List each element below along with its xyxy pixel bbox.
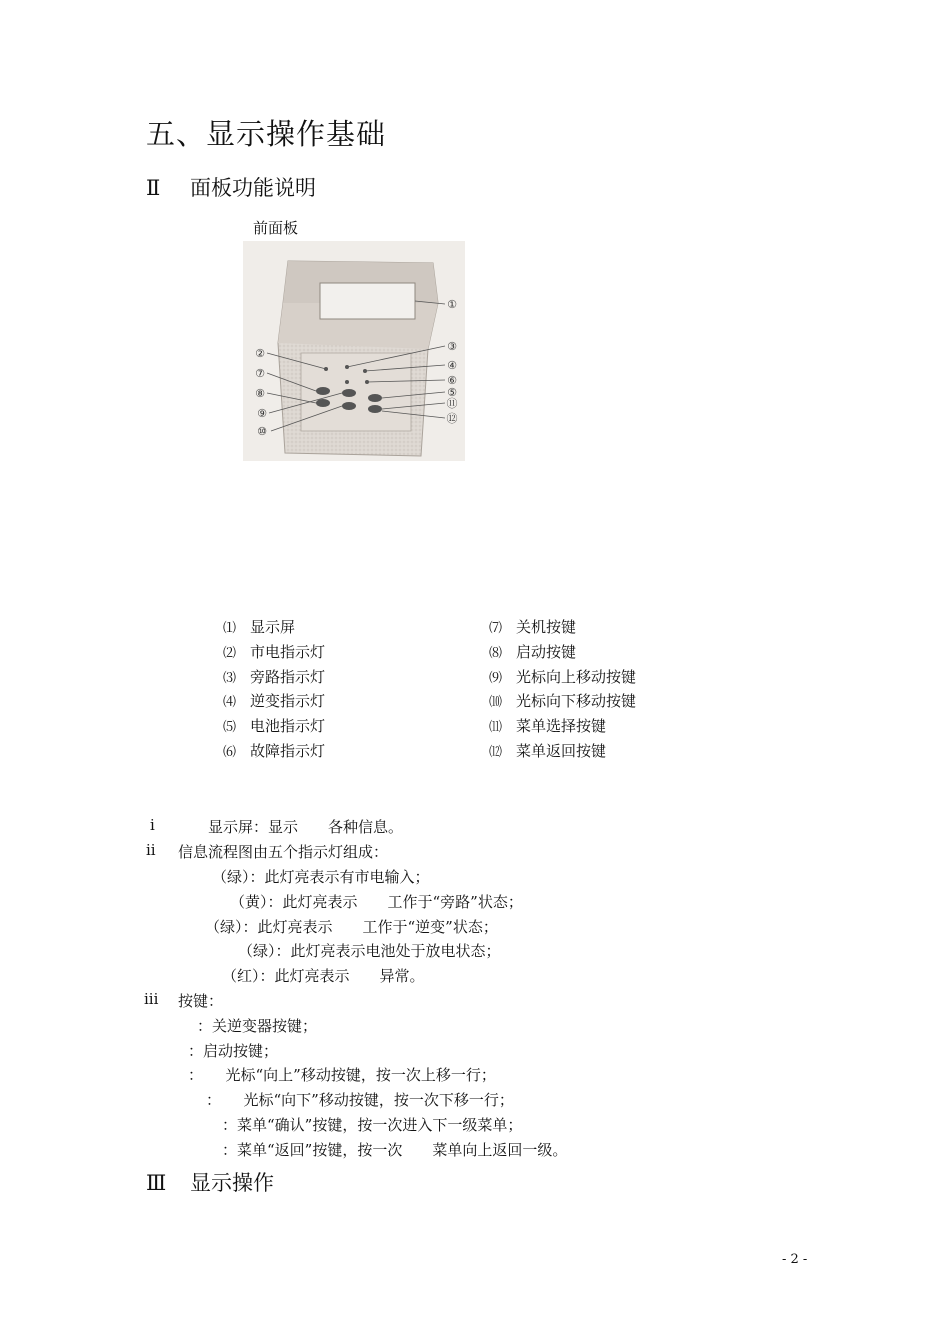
front-panel-figure [243,241,465,461]
callout-10: ⑩ [257,425,267,438]
figure-caption: 前面板 [253,219,299,237]
legend-item: ⑾ 菜单选择按键 [489,717,607,735]
callout-2: ② [255,347,265,360]
indicator-line: （绿）：此灯亮表示 工作于“逆变”状态； [205,918,498,936]
callout-1: ① [447,298,457,311]
legend-item: ⑶ 旁路指示灯 [223,668,326,686]
indicator-line: （黄）：此灯亮表示 工作于“旁路”状态； [230,893,523,911]
key-line: ： 光标“向下”移动按键，按一次下移一行； [206,1091,514,1109]
subsection-title: 显示操作 [190,1171,274,1195]
legend-item: ⑻ 启动按键 [489,643,577,661]
legend-item: ⑼ 光标向上移动按键 [489,668,637,686]
section-title: 五、显示操作基础 [146,117,387,151]
subsection-number: Ⅲ [146,1171,167,1195]
subsection-number: Ⅱ [146,176,161,200]
callout-11: ⑪ [446,397,458,410]
display-screen-description: 显示屏：显示 各种信息。 [208,818,404,836]
key-line: ：菜单“返回”按键，按一次 菜单向上返回一级。 [222,1141,568,1159]
callout-3: ③ [447,340,457,353]
callout-12: ⑫ [446,412,458,425]
subsection-title: 面板功能说明 [190,176,316,200]
callout-6: ⑥ [447,374,457,387]
key-line: ： 光标“向上”移动按键，按一次上移一行； [188,1066,496,1084]
legend-item: ⑴ 显示屏 [223,618,296,636]
front-panel-illustration [243,241,465,461]
legend-item: ⑵ 市电指示灯 [223,643,326,661]
key-line: ：启动按键； [188,1042,279,1060]
legend-item: ⑿ 菜单返回按键 [489,742,607,760]
key-line: ：菜单“确认”按键，按一次进入下一级菜单； [222,1116,523,1134]
indicator-line: （绿）：此灯亮表示有市电输入； [212,868,430,886]
callout-5: ⑤ [447,386,457,399]
subsection-heading-panel [146,172,316,202]
list-marker-ii: ii [146,841,156,859]
indicator-line: （红）：此灯亮表示 异常。 [222,967,425,985]
legend-item: ⑸ 电池指示灯 [223,717,326,735]
key-line: ：关逆变器按键； [197,1017,318,1035]
callout-4: ④ [447,359,457,372]
page-number: - 2 - [782,1252,808,1267]
keys-intro: 按键： [178,992,224,1010]
subsection-heading-display [146,1167,274,1197]
legend-item: ⑷ 逆变指示灯 [223,692,326,710]
callout-8: ⑧ [255,387,265,400]
indicator-intro: 信息流程图由五个指示灯组成： [178,843,389,861]
callout-7: ⑦ [255,367,265,380]
list-marker-iii: iii [144,990,159,1008]
legend-item: ⑹ 故障指示灯 [223,742,326,760]
callout-9: ⑨ [257,407,267,420]
legend-item: ⑺ 关机按键 [489,618,577,636]
legend-item: ⑽ 光标向下移动按键 [489,692,637,710]
list-marker-i: i [150,816,155,834]
indicator-line: （绿）：此灯亮表示电池处于放电状态； [238,942,501,960]
